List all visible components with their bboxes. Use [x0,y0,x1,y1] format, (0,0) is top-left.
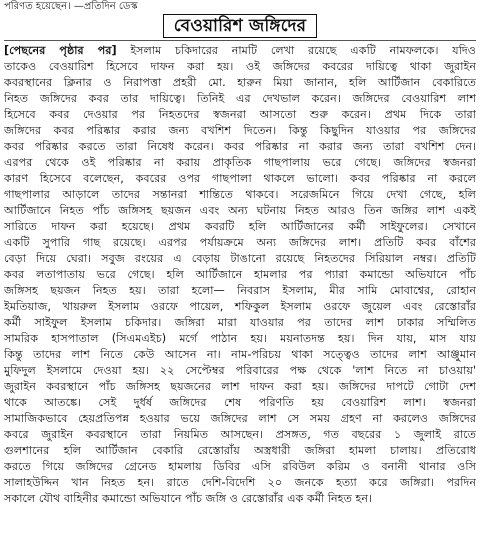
article-line: একটি সুপারি গাছ রয়েছে। এরপর পর্যায়ক্রমে অন্য জঙ্গিদের লাশ। প্রতিটি কবর বাঁশের [4,236,476,249]
article-line: গুলশানের হলি আর্টিজান বেকারি রেস্তোরাঁয় অস্ত্রধারী জঙ্গিরা হামলা চালায়। প্রতিরোধ [4,444,476,457]
article-line: সালাহউদ্দিন খান নিহত হন। রাতে দেশি-বিদেশি ২০ জনকে হত্যা করে জঙ্গিরা। পরদিন [4,476,476,489]
article-line: হিসেবে কবর দেওয়ার পর নিহতদের স্বজনরা আসতো শুরু করেন। প্রথম দিকে তারা [4,108,476,121]
article-line: জুরাইন কবরস্থানে পাঁচ জঙ্গিসহ ছয়জনের লাশ দাফন করা হয়। জঙ্গিদের দাপটে গোটা দেশ [4,380,476,393]
headline: বেওয়ারিশ জঙ্গিদের [163,14,317,38]
article-line: সারিতে দাফন করা হয়েছে। প্রথম কবরটি হলি আর্টিজানের কর্মী সাইফুলের। সেখানে [4,220,476,233]
article-line: ইমতিয়াজ, খায়রুল ইসলাম ওরফে পায়েল, শফিকুল ইসলাম ওরফে জুয়েল এবং রেস্তোরাঁর [4,300,476,313]
article-line: কর্মী সাইফুল ইসলাম চকিদার। জঙ্গিরা মারা যাওয়ার পর তাদের লাশ ঢাকার সম্মিলিত [4,316,476,329]
article-line: জঙ্গিদের কবর পরিষ্কার করার জন্য বখশিশ দিতেন। কিন্তু কিছুদিন যাওয়ার পর জঙ্গিদের [4,124,476,137]
article-line: কিন্তু তাদের লাশ নিতে কেউ আসেন না। নাম-পরিচয় থাকা সত্ত্বেও তাদের লাশ আঞ্জুমান [4,348,476,361]
headline-rule [4,40,476,41]
article-line: কবরস্থানের ক্লিনার ও নিরাপত্তা প্রহরী মো. হারুন মিয়া জানান, হলি আর্টিজান বেকারিতে [4,76,476,89]
article-line: কারণ হিসেবে বলেছেন, কবরের ওপর গাছপালা থাকলে ভালো। কবর পরিষ্কার না করলে [4,172,476,185]
article-line: সামরিক হাসপাতাল (সিএমএইচ) মর্গে পাঠান হয়। ময়নাতদন্ত হয়। দিন যায়, মাস যায় [4,332,476,345]
article-line: তাকেও বেওয়ারিশ হিসেবে দাফন করা হয়। ওই জঙ্গিদের কবরের দায়িত্বে থাকা জুরাইন [4,60,476,73]
article-line: নিহত জঙ্গিদের কবর তার দায়িত্বে। তিনিই এর দেখভাল করেন। জঙ্গিদের বেওয়ারিশ লাশ [4,92,476,105]
headline-bar [0,13,480,40]
lead-in: [পেছনের পৃষ্ঠার পর] [4,44,117,57]
article-line: আর্টিজানে নিহত পাঁচ জঙ্গিসহ ছয়জন এবং অন্য ঘটনায় নিহত আরও তিন জঙ্গির লাশ একই [4,204,476,217]
article-line: জঙ্গিসহ ছয়জন নিহত হয়। তারা হলো— নিবরাস ইসলাম, মীর সামি মোবাশ্বের, রোহান [4,284,476,297]
continuation-note: পরিণত হয়েছেন। —প্রতিদিন ডেস্ক [4,1,138,12]
article-line: কবর পরিষ্কার করতে তারা নিষেধ করেন। কবর পরিষ্কার না করার জন্য তারা বখশিশ দেন। [4,140,476,153]
article-line: এরপর থেকে ওই পরিষ্কার না করায় প্রাকৃতিক গাছপালায় ভরে গেছে। জঙ্গিদের স্বজনরা [4,156,476,169]
article-line: কবর লতাপাতায় ভরে গেছে। হলি আর্টিজানে হামলার পর প্যারা কমান্ডো অভিযানে পাঁচ [4,268,476,281]
article-line: থাকে আতঙ্কে। সেই দুর্ধর্ষ জঙ্গিদের শেষ পরিণতি হয় বেওয়ারিশ লাশ। স্বজনরা [4,396,476,409]
article-line: সামাজিকভাবে হেয়প্রতিপন্ন হওয়ার ভয়ে জঙ্গিদের লাশ সে সময় গ্রহণ না করলেও জঙ্গিদের [4,412,476,425]
article-line: করতে গিয়ে জঙ্গিদের গ্রেনেড হামলায় ডিবির এসি রবিউল করিম ও বনানী থানার ওসি [4,460,476,473]
article-line [4,43,476,59]
article-line: বেড়া দিয়ে ঘেরা। সবুজ রংয়ের এ বেড়ায় টাঙানো রয়েছে নিহতদের সিরিয়াল নম্বর। প্রতিটি [4,252,476,265]
article-line: গাছপালার আড়ালে তাদের সন্তানরা শান্তিতে থাকবে। সরেজমিনে গিয়ে দেখা গেছে, হলি [4,188,476,201]
article-line-text: ইসলাম চকিদারের নামটি লেখা রয়েছে একটি নামফলকে। যদিও [130,44,476,57]
article-line: কবরে জুরাইন কবরস্থানে তারা নিয়মিত আসছেন। প্রসঙ্গত, গত বছরের ১ জুলাই রাতে [4,428,476,441]
article-line: মুফিদুল ইসলামে দেওয়া হয়। ২২ সেপ্টেম্বর পরিবারের পক্ষ থেকে 'লাশ নিতে না চাওয়ায়' [4,364,476,377]
article-body [4,43,476,543]
article-line: সকালে যৌথ বাহিনীর কমান্ডো অভিযানে পাঁচ জঙ্গি ও রেস্তোরাঁর এক কর্মী নিহত হন। [4,492,373,505]
